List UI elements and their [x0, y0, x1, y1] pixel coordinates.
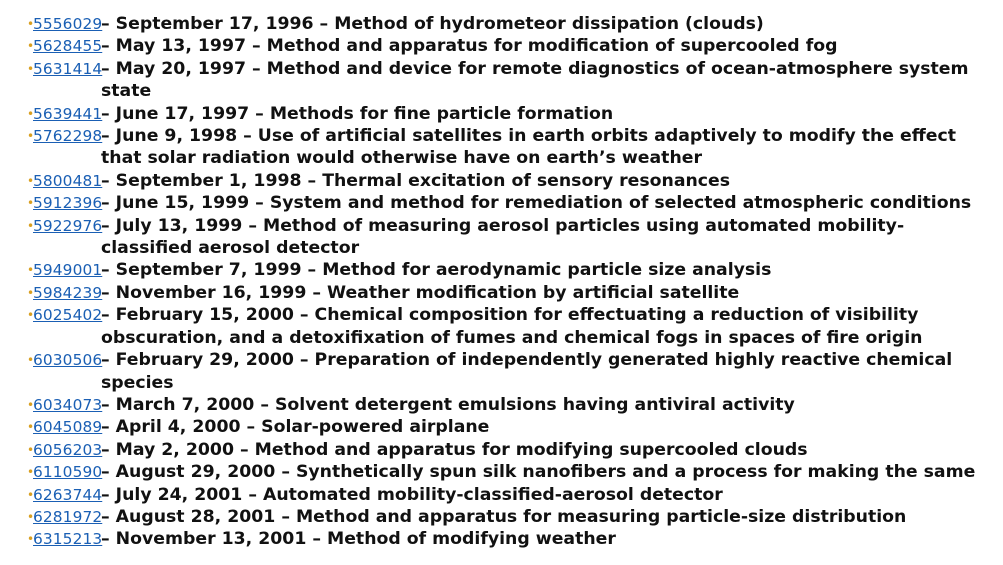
patent-number-link[interactable]: 6045089 [33, 418, 103, 437]
patent-description: – February 29, 2000 – Preparation of independently generated highly reactive chemical species [101, 350, 953, 393]
patent-number-link[interactable]: 6315213 [33, 530, 103, 549]
bullet-icon: • [27, 39, 35, 54]
patent-description: – July 13, 1999 – Method of measuring aerosol particles using automated mobility-classified aerosol detector [101, 215, 905, 259]
bullet-icon: • [27, 129, 35, 144]
patent-number-link[interactable]: 5912396 [33, 194, 103, 213]
patent-number-link[interactable]: 5639441 [33, 104, 103, 123]
patent-list-item [27, 103, 977, 125]
patent-list-item [27, 528, 977, 550]
bullet-icon: • [27, 308, 35, 323]
bullet-icon: • [27, 442, 35, 457]
patent-number-link[interactable]: 5556029 [33, 15, 103, 33]
patent-description: – May 20, 1997 – Method and device for remote diagnostics of ocean-atmosphere system state [101, 58, 969, 102]
patent-number-link[interactable]: 5762298 [33, 127, 103, 146]
patent-number-link[interactable]: 6030506 [33, 351, 103, 370]
patent-description: – March 7, 2000 – Solvent detergent emulsions having antiviral activity [101, 394, 795, 415]
patent-description: – June 15, 1999 – System and method for remediation of selected atmospheric conditions [101, 193, 972, 214]
patent-list-item [27, 439, 977, 461]
bullet-icon: • [27, 353, 35, 368]
patent-number-link[interactable]: 5984239 [33, 283, 103, 302]
patent-description: – September 17, 1996 – Method of hydrometeor dissipation (clouds) [101, 14, 764, 34]
bullet-icon: • [27, 487, 35, 502]
patent-number-link[interactable]: 5628455 [33, 37, 103, 56]
patent-number-link[interactable]: 6263744 [33, 485, 103, 504]
patent-description: – June 9, 1998 – Use of artificial satellites in earth orbits adaptively to modify the effect that solar radiation would otherwise have on earth’s weather [101, 126, 956, 169]
patent-list-item [27, 349, 977, 394]
patent-list-item [27, 125, 977, 170]
patent-number-link[interactable]: 5631414 [33, 59, 103, 78]
bullet-icon: • [27, 465, 35, 480]
patent-description: – September 7, 1999 – Method for aerodynamic particle size analysis [101, 260, 772, 281]
bullet-icon: • [27, 285, 35, 300]
patent-number-link[interactable]: 5800481 [33, 171, 103, 190]
patent-list-item [27, 416, 977, 438]
patent-description: – May 13, 1997 – Method and apparatus for modification of supercooled fog [101, 36, 838, 57]
bullet-icon: • [27, 61, 35, 76]
patent-description: – May 2, 2000 – Method and apparatus for modifying supercooled clouds [101, 439, 808, 460]
patent-list-item [27, 282, 977, 304]
patent-list-item [27, 58, 977, 103]
patent-description: – February 15, 2000 – Chemical composition for effectuating a reduction of visibility obscuration, and a detoxifixation of fumes and chemical fogs in spaces of fire origin [101, 305, 923, 348]
bullet-icon: • [27, 420, 35, 435]
patent-description: – November 13, 2001 – Method of modifying weather [101, 529, 616, 550]
patent-description: – November 16, 1999 – Weather modification by artificial satellite [101, 282, 740, 303]
patent-description: – April 4, 2000 – Solar-powered airplane [101, 417, 490, 438]
patent-list-item [27, 259, 977, 281]
patent-list-item [27, 506, 977, 528]
patent-list [27, 13, 977, 551]
patent-description: – September 1, 1998 – Thermal excitation of sensory resonances [101, 170, 731, 191]
patent-list-item [27, 484, 977, 506]
bullet-icon: • [27, 263, 35, 278]
patent-number-link[interactable]: 6110590 [33, 463, 103, 482]
patent-list-item [27, 192, 977, 214]
patent-list-item [27, 461, 977, 483]
patent-number-link[interactable]: 6025402 [33, 306, 103, 325]
bullet-icon: • [27, 173, 35, 188]
patent-list-item [27, 170, 977, 192]
bullet-icon: • [27, 509, 35, 524]
patent-list-item [27, 13, 977, 35]
patent-description: – August 29, 2000 – Synthetically spun silk nanofibers and a process for making the same [101, 462, 976, 483]
patent-list-item [27, 215, 977, 260]
patent-list-item [27, 35, 977, 57]
patent-description: – August 28, 2001 – Method and apparatus for measuring particle-size distribution [101, 506, 907, 527]
bullet-icon: • [27, 196, 35, 211]
bullet-icon: • [27, 218, 35, 233]
patent-number-link[interactable]: 5949001 [33, 261, 103, 280]
bullet-icon: • [27, 532, 35, 547]
patent-number-link[interactable]: 5922976 [33, 216, 103, 235]
bullet-icon: • [27, 397, 35, 412]
patent-list-item [27, 394, 977, 416]
bullet-icon: • [27, 17, 35, 31]
patent-description: – June 17, 1997 – Methods for fine particle formation [101, 103, 614, 124]
patent-description: – July 24, 2001 – Automated mobility-classified-aerosol detector [101, 484, 723, 505]
patent-number-link[interactable]: 6281972 [33, 507, 103, 526]
patent-number-link[interactable]: 6034073 [33, 395, 103, 414]
bullet-icon: • [27, 106, 35, 121]
patent-list-item [27, 304, 977, 349]
patent-number-link[interactable]: 6056203 [33, 440, 103, 459]
